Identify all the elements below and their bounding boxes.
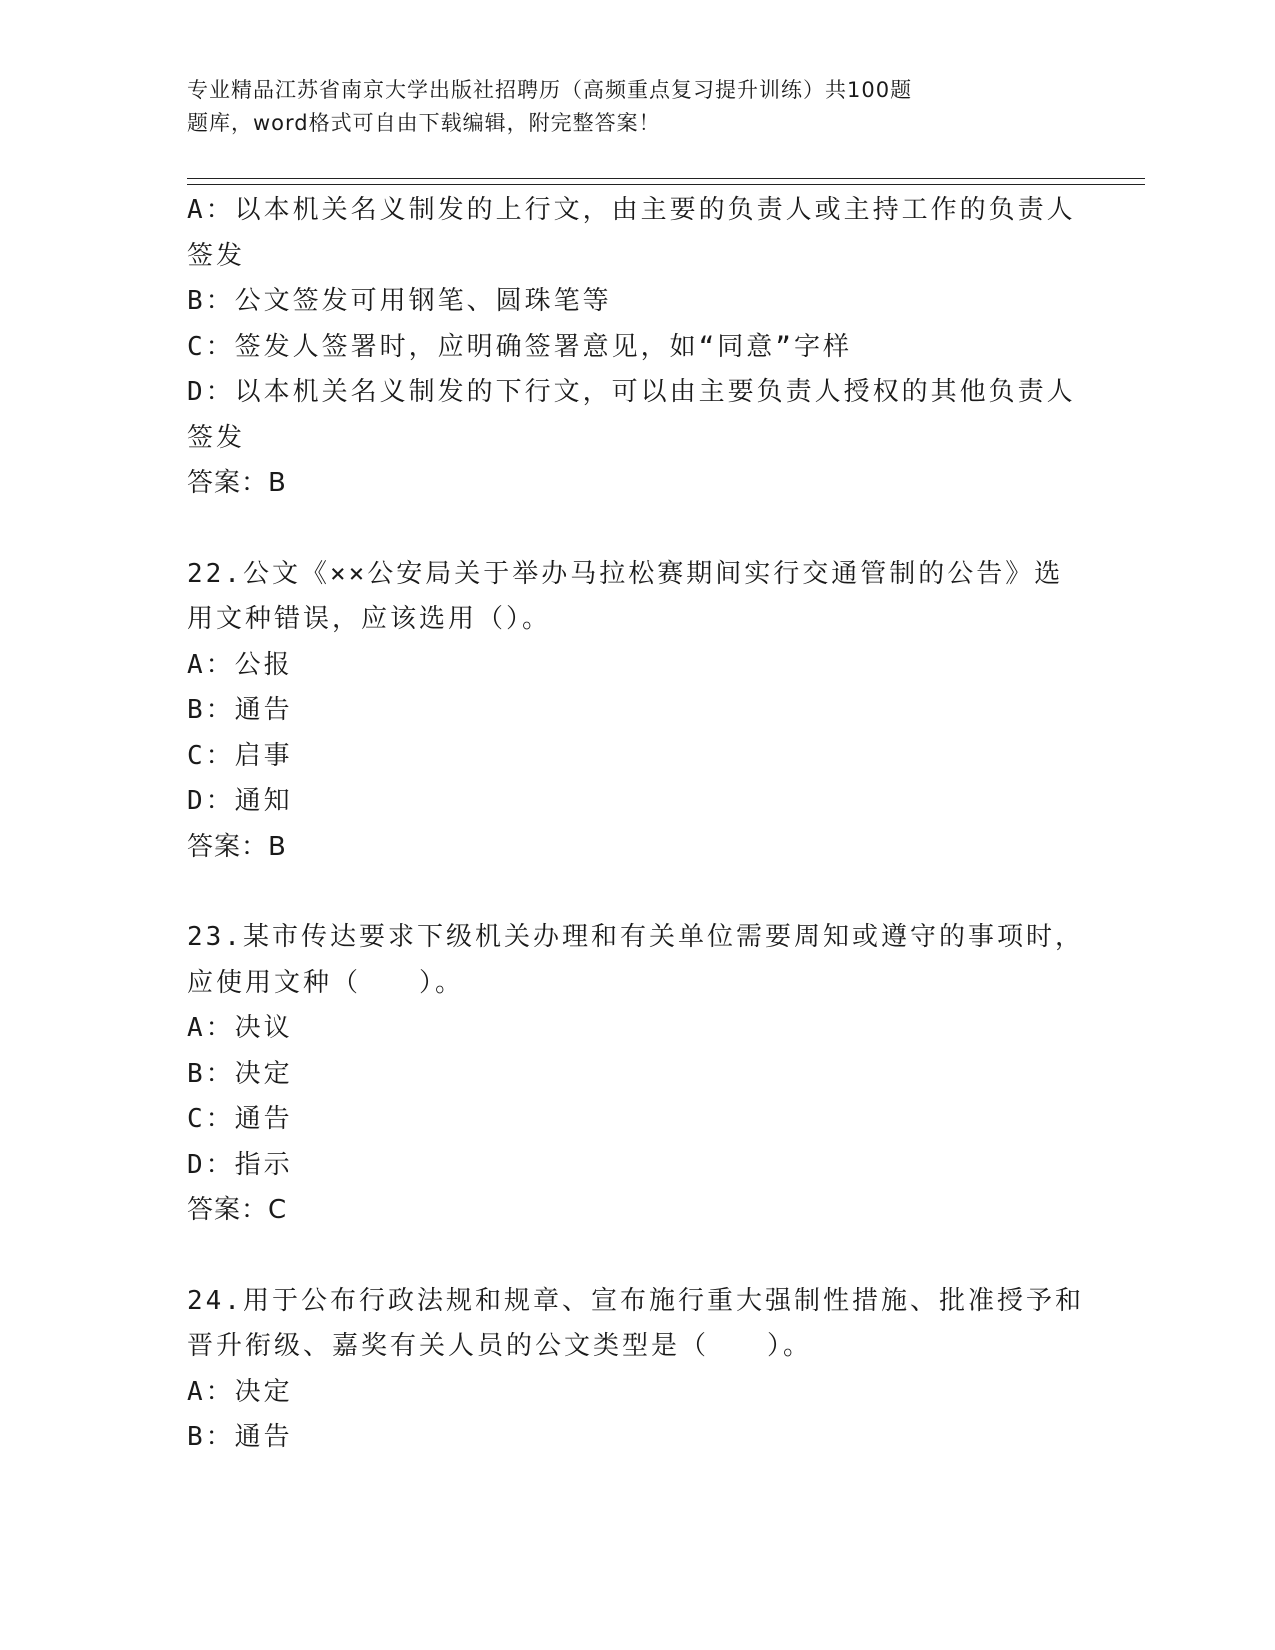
question-stem-line-1: 23.某市传达要求下级机关办理和有关单位需要周知或遵守的事项时， — [187, 922, 1084, 952]
option-a: A：决定 — [187, 1376, 293, 1407]
answer: 答案：B — [187, 468, 287, 498]
header-divider-top — [187, 178, 1145, 179]
option-c: C：签发人签署时，应明确签署意见，如“同意”字样 — [187, 331, 852, 362]
question-block-24 — [187, 1279, 1084, 1461]
option-b: B：通告 — [187, 695, 293, 725]
question-content — [187, 188, 1084, 1461]
option-c: C：启事 — [187, 740, 293, 771]
option-a: A：决议 — [187, 1013, 293, 1043]
header-line-1: 专业精品江苏省南京大学出版社招聘历（高频重点复习提升训练）共100题 — [187, 78, 913, 102]
option-a-line-2: 签发 — [187, 240, 246, 271]
option-b: B：公文签发可用钢笔、圆珠笔等 — [187, 286, 612, 316]
answer: 答案：B — [187, 831, 287, 862]
question-stem-line-2: 应使用文种（ ）。 — [187, 967, 465, 998]
option-b: B：决定 — [187, 1058, 293, 1089]
option-a: A：公报 — [187, 649, 293, 680]
document-header — [187, 74, 1017, 140]
question-block-23 — [187, 915, 1084, 1234]
option-d: D：通知 — [187, 786, 293, 816]
option-d-line-1: D：以本机关名义制发的下行文，可以由主要负责人授权的其他负责人 — [187, 377, 1076, 407]
option-d: D：指示 — [187, 1149, 293, 1180]
header-line-2: 题库，word格式可自由下载编辑，附完整答案！ — [187, 111, 661, 135]
question-stem-line-2: 晋升衔级、嘉奖有关人员的公文类型是（ ）。 — [187, 1331, 813, 1361]
option-b: B：通告 — [187, 1422, 293, 1452]
question-stem-line-1: 24.用于公布行政法规和规章、宣布施行重大强制性措施、批准授予和 — [187, 1285, 1084, 1316]
answer: 答案：C — [187, 1195, 288, 1225]
question-stem-line-1: 22.公文《××公安局关于举办马拉松赛期间实行交通管制的公告》选 — [187, 558, 1064, 589]
question-block-21 — [187, 188, 1076, 507]
option-c: C：通告 — [187, 1104, 293, 1134]
option-a-line-1: A：以本机关名义制发的上行文，由主要的负责人或主持工作的负责人 — [187, 195, 1076, 225]
header-divider-bottom — [187, 184, 1145, 185]
option-d-line-2: 签发 — [187, 422, 246, 453]
question-stem-line-2: 用文种错误，应该选用（）。 — [187, 604, 552, 634]
question-block-22 — [187, 552, 1067, 871]
